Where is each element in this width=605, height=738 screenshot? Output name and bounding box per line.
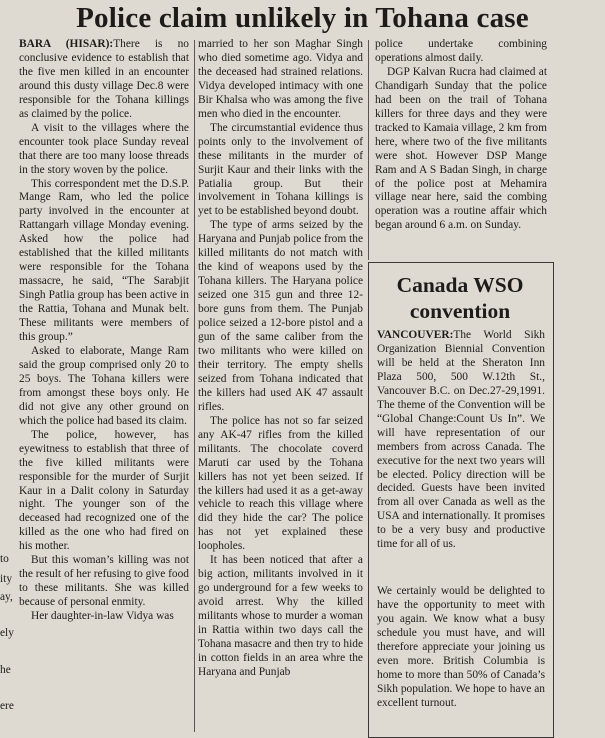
paragraph: This correspondent met the D.S.P. Mange Ram, who led the police party involved in the encounter at Rattangarh village Monday evening. Asked how the police had established that the killed militants were responsible for the Tohana massacre, he said, “The Sarabjit Singh Patlia group has been active in the Rattia, Tohana and Munak belt. These militants were members of this group.” bbox=[19, 177, 189, 344]
paragraph: The type of arms seized by the Haryana and Punjab police from the killed militants do not match with the kind of weapons used by the Tohana killers. The Haryana police seized one 315 gun and three 12-bore guns from them. The Punjab police seized a 12-bore pistol and a gun of the same caliber from the two militants who were killed on their territory. The empty shells seized from Tohana indicated that the killers had used AK 47 assault rifles. bbox=[198, 219, 363, 413]
article-column-3 bbox=[375, 38, 547, 233]
paragraph: It has been noticed that after a big action, militants involved in it go underground for a few weeks to avoid arrest. Why the killed militants whose to murder a woman in Rattia within two days call the Tohana masacre and then try to hide in cotton fields in an area whre the Haryana and Punjab bbox=[198, 554, 363, 678]
cropped-fragment: ere bbox=[0, 700, 14, 712]
canada-title-line2: convention bbox=[409, 299, 511, 323]
paragraph: The police, however, has eyewitness to establish that three of the five killed militants were responsible for the murder of Surjit Kaur in a Dalit colony in Saturday night. The younger son of the deceased had recognized one of the killed as the one who had fired on his mother. bbox=[19, 428, 189, 553]
paragraph: DGP Kalvan Rucra had claimed at Chandigarh Sunday that the police had been on the trail of Tohana killers for three days and they were tracked to Kamaia village, 2 km from here, where two of the five militants were shot. However DSP Mange Ram and A S Badan Singh, in charge of the police post at Mehamira village near here, said the combing operation was a routine affair which began around 6 a.m. on Sunday. bbox=[375, 65, 547, 232]
cropped-fragment: to bbox=[0, 553, 9, 565]
paragraph: But this woman’s killing was not the result of her refusing to give food to these militants. She was killed because of personal enmity. bbox=[19, 554, 189, 609]
cropped-fragment: ely bbox=[0, 627, 14, 639]
paragraph: A visit to the villages where the encounter took place Sunday reveal that there are too many loose threads in the story woven by the police. bbox=[19, 121, 189, 176]
paragraph: Her daughter-in-law Vidya was bbox=[31, 610, 174, 623]
column-rule bbox=[368, 40, 369, 260]
paragraph: married to her son Maghar Singh who died sometime ago. Vidya and the deceased had strained relations. Vidya developed intimacy with one Bir Khalsa who was among the five men who died in the encounter. bbox=[198, 38, 363, 120]
canada-title-line1: Canada WSO bbox=[396, 273, 524, 297]
cropped-fragment: ay, bbox=[0, 591, 13, 603]
headline: Police claim unlikely in Tohana case bbox=[76, 2, 529, 34]
paragraph: Asked to elaborate, Mange Ram said the group comprised only 20 to 25 boys. The Tohana killers were from amongst these boys only. He did not give any other ground on which the police had based its claim. bbox=[19, 344, 189, 427]
paragraph: The police has not so far seized any AK-47 rifles from the killed militants. The chocolate coverd Maruti car used by the Tohana killers has not yet been seized. If the killers had used it as a get-away vehicle to reach this village where did they hide the car? The police has not yet explained these loopholes. bbox=[198, 414, 363, 553]
cropped-fragment: ity bbox=[0, 573, 13, 585]
canada-article-closing bbox=[377, 585, 545, 711]
article-column-1 bbox=[19, 38, 189, 624]
dateline: VANCOUVER: bbox=[377, 329, 454, 341]
paragraph: The circumstantial evidence thus points only to the involvement of these militants in the murder of Surjit Kaur and their links with the Patialia group. But their involvement in Tohana killings is yet to be established beyond doubt. bbox=[198, 121, 363, 218]
paragraph: We certainly would be delighted to have the opportunity to meet with you again. We know what a busy schedule you must have, and will therefore appreciate your joining us even more. British Columbia is home to more than 50% of Canada’s Sikh population. We hope to have an excellent turnout. bbox=[377, 585, 545, 709]
paragraph: police undertake combining operations almost daily. bbox=[375, 38, 547, 64]
cropped-fragment: he bbox=[0, 664, 11, 676]
dateline: BARA (HISAR): bbox=[19, 38, 114, 50]
paragraph: VANCOUVER:The World Sikh Organization Biennial Convention will be held at the Sheraton Inn Plaza 500, 500 W.12th St., Vancouver B.C. on Dec.27-29,1991. The theme of the Convention will be “Global Change:Count Us In”. We will have representation of our members from across Canada. The executive for the next two years will be elected. Policy direction will be decided. Guests have been invited from all over Canada as well as the USA and internationally. It promises to be a very busy and productive time for all of us. bbox=[377, 329, 545, 551]
paragraph: BARA (HISAR):There is no conclusive evidence to establish that the five men killed in an encounter around this dusty village Dec.8 were responsible for the Tohana killings as claimed by the police. bbox=[19, 38, 189, 120]
column-rule bbox=[194, 40, 195, 732]
canada-article bbox=[377, 329, 545, 552]
article-column-2 bbox=[198, 38, 363, 680]
